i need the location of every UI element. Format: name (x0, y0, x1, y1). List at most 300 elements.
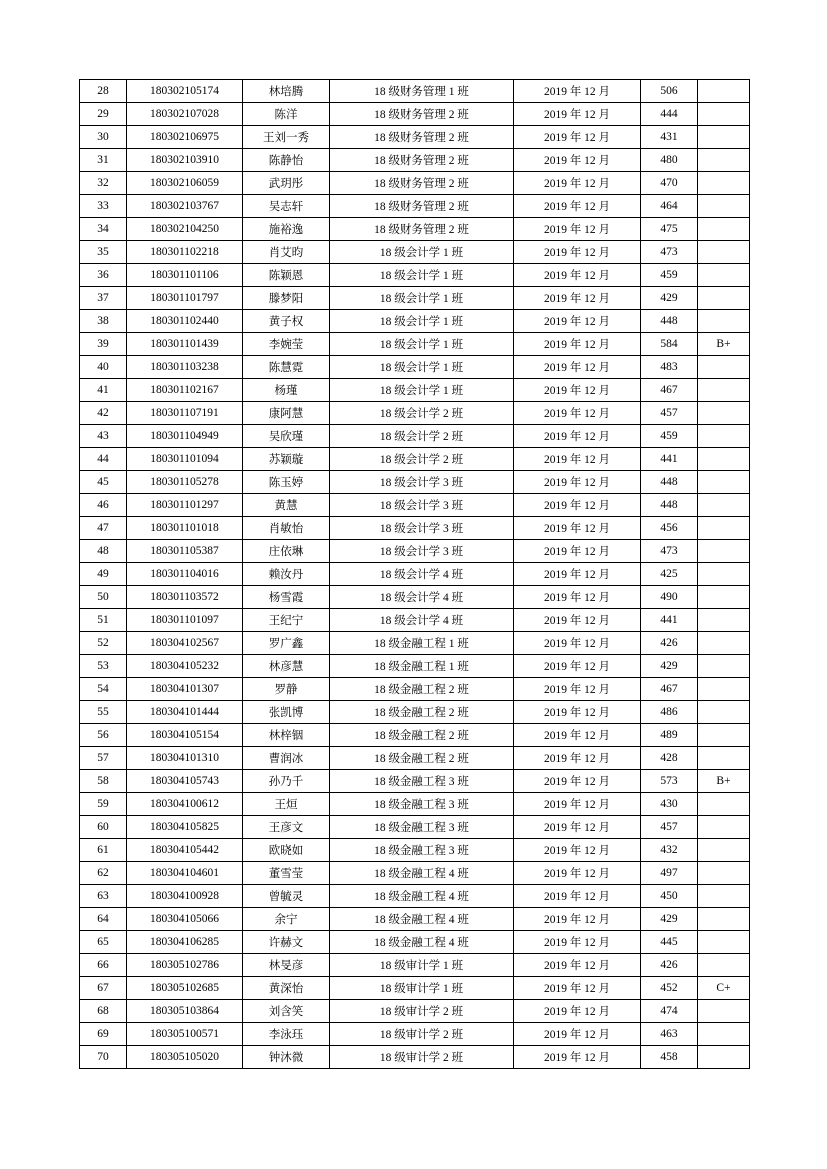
row-number-cell: 41 (80, 379, 127, 402)
grade-cell (698, 816, 750, 839)
score-cell: 573 (641, 770, 698, 793)
grade-cell (698, 218, 750, 241)
student-id-cell: 180304106285 (127, 931, 243, 954)
table-row (80, 885, 750, 908)
class-name-cell: 18 级会计学 2 班 (330, 425, 514, 448)
score-cell: 458 (641, 1046, 698, 1069)
student-name-cell: 杨瑾 (243, 379, 330, 402)
student-id-cell: 180301102167 (127, 379, 243, 402)
student-name-cell: 肖敏怡 (243, 517, 330, 540)
student-name-cell: 林旻彦 (243, 954, 330, 977)
class-name-cell: 18 级会计学 3 班 (330, 540, 514, 563)
student-id-cell: 180302105174 (127, 80, 243, 103)
table-row (80, 1000, 750, 1023)
student-name-cell: 董雪莹 (243, 862, 330, 885)
exam-date-cell: 2019 年 12 月 (514, 931, 641, 954)
table-row (80, 954, 750, 977)
class-name-cell: 18 级财务管理 2 班 (330, 103, 514, 126)
grade-cell (698, 264, 750, 287)
student-name-cell: 林培腾 (243, 80, 330, 103)
grade-cell (698, 609, 750, 632)
exam-date-cell: 2019 年 12 月 (514, 632, 641, 655)
exam-date-cell: 2019 年 12 月 (514, 793, 641, 816)
grade-cell (698, 563, 750, 586)
score-cell: 448 (641, 471, 698, 494)
student-id-cell: 180302104250 (127, 218, 243, 241)
student-name-cell: 罗广鑫 (243, 632, 330, 655)
student-name-cell: 钟沐微 (243, 1046, 330, 1069)
exam-date-cell: 2019 年 12 月 (514, 563, 641, 586)
student-id-cell: 180301101094 (127, 448, 243, 471)
student-name-cell: 陈玉婷 (243, 471, 330, 494)
score-cell: 444 (641, 103, 698, 126)
score-cell: 474 (641, 1000, 698, 1023)
table-row (80, 264, 750, 287)
student-id-cell: 180304100612 (127, 793, 243, 816)
student-id-cell: 180301101797 (127, 287, 243, 310)
table-row (80, 586, 750, 609)
student-id-cell: 180304105232 (127, 655, 243, 678)
grade-cell (698, 80, 750, 103)
score-cell: 475 (641, 218, 698, 241)
score-cell: 584 (641, 333, 698, 356)
grade-cell (698, 655, 750, 678)
row-number-cell: 57 (80, 747, 127, 770)
score-cell: 457 (641, 402, 698, 425)
grade-cell (698, 126, 750, 149)
class-name-cell: 18 级金融工程 2 班 (330, 724, 514, 747)
class-name-cell: 18 级会计学 1 班 (330, 264, 514, 287)
student-id-cell: 180305102685 (127, 977, 243, 1000)
row-number-cell: 54 (80, 678, 127, 701)
student-name-cell: 刘含笑 (243, 1000, 330, 1023)
class-name-cell: 18 级财务管理 2 班 (330, 218, 514, 241)
student-name-cell: 庄依琳 (243, 540, 330, 563)
class-name-cell: 18 级会计学 1 班 (330, 310, 514, 333)
score-cell: 470 (641, 172, 698, 195)
score-cell: 430 (641, 793, 698, 816)
student-name-cell: 孙乃千 (243, 770, 330, 793)
score-cell: 452 (641, 977, 698, 1000)
table-row (80, 195, 750, 218)
student-id-cell: 180301105387 (127, 540, 243, 563)
student-id-cell: 180304101310 (127, 747, 243, 770)
table-body (80, 80, 750, 1069)
row-number-cell: 44 (80, 448, 127, 471)
table-row (80, 287, 750, 310)
grade-cell (698, 862, 750, 885)
student-name-cell: 陈慧霓 (243, 356, 330, 379)
table-row (80, 471, 750, 494)
row-number-cell: 60 (80, 816, 127, 839)
row-number-cell: 33 (80, 195, 127, 218)
table-row (80, 1046, 750, 1069)
exam-date-cell: 2019 年 12 月 (514, 862, 641, 885)
grade-cell (698, 402, 750, 425)
student-name-cell: 王纪宁 (243, 609, 330, 632)
student-name-cell: 陈颖恩 (243, 264, 330, 287)
class-name-cell: 18 级会计学 3 班 (330, 494, 514, 517)
exam-date-cell: 2019 年 12 月 (514, 655, 641, 678)
class-name-cell: 18 级金融工程 1 班 (330, 655, 514, 678)
exam-date-cell: 2019 年 12 月 (514, 1023, 641, 1046)
score-cell: 489 (641, 724, 698, 747)
grade-cell: B+ (698, 333, 750, 356)
grade-cell (698, 448, 750, 471)
row-number-cell: 45 (80, 471, 127, 494)
class-name-cell: 18 级审计学 2 班 (330, 1046, 514, 1069)
class-name-cell: 18 级金融工程 4 班 (330, 931, 514, 954)
row-number-cell: 28 (80, 80, 127, 103)
exam-date-cell: 2019 年 12 月 (514, 1046, 641, 1069)
exam-date-cell: 2019 年 12 月 (514, 816, 641, 839)
exam-date-cell: 2019 年 12 月 (514, 172, 641, 195)
row-number-cell: 38 (80, 310, 127, 333)
table-row (80, 609, 750, 632)
student-id-cell: 180304105154 (127, 724, 243, 747)
score-cell: 506 (641, 80, 698, 103)
table-row (80, 103, 750, 126)
class-name-cell: 18 级金融工程 4 班 (330, 908, 514, 931)
score-cell: 497 (641, 862, 698, 885)
table-row (80, 402, 750, 425)
class-name-cell: 18 级金融工程 3 班 (330, 770, 514, 793)
exam-date-cell: 2019 年 12 月 (514, 241, 641, 264)
score-cell: 448 (641, 494, 698, 517)
row-number-cell: 39 (80, 333, 127, 356)
exam-date-cell: 2019 年 12 月 (514, 218, 641, 241)
student-id-cell: 180302103910 (127, 149, 243, 172)
exam-date-cell: 2019 年 12 月 (514, 448, 641, 471)
student-name-cell: 欧晓如 (243, 839, 330, 862)
table-row (80, 425, 750, 448)
score-cell: 459 (641, 425, 698, 448)
score-cell: 467 (641, 379, 698, 402)
table-row (80, 494, 750, 517)
student-id-cell: 180301103238 (127, 356, 243, 379)
exam-date-cell: 2019 年 12 月 (514, 195, 641, 218)
exam-date-cell: 2019 年 12 月 (514, 678, 641, 701)
row-number-cell: 40 (80, 356, 127, 379)
table-row (80, 678, 750, 701)
table-row (80, 149, 750, 172)
row-number-cell: 30 (80, 126, 127, 149)
score-cell: 467 (641, 678, 698, 701)
row-number-cell: 53 (80, 655, 127, 678)
class-name-cell: 18 级会计学 4 班 (330, 609, 514, 632)
grade-cell (698, 310, 750, 333)
row-number-cell: 70 (80, 1046, 127, 1069)
score-cell: 459 (641, 264, 698, 287)
row-number-cell: 35 (80, 241, 127, 264)
exam-date-cell: 2019 年 12 月 (514, 494, 641, 517)
row-number-cell: 61 (80, 839, 127, 862)
student-id-cell: 180304104601 (127, 862, 243, 885)
student-id-cell: 180301107191 (127, 402, 243, 425)
grade-cell (698, 1000, 750, 1023)
class-name-cell: 18 级会计学 4 班 (330, 586, 514, 609)
student-name-cell: 王刘一秀 (243, 126, 330, 149)
exam-date-cell: 2019 年 12 月 (514, 310, 641, 333)
score-table (79, 79, 750, 1069)
table-row (80, 80, 750, 103)
student-name-cell: 赖汝丹 (243, 563, 330, 586)
class-name-cell: 18 级金融工程 3 班 (330, 793, 514, 816)
row-number-cell: 52 (80, 632, 127, 655)
score-cell: 426 (641, 632, 698, 655)
class-name-cell: 18 级会计学 3 班 (330, 517, 514, 540)
class-name-cell: 18 级财务管理 2 班 (330, 149, 514, 172)
exam-date-cell: 2019 年 12 月 (514, 586, 641, 609)
exam-date-cell: 2019 年 12 月 (514, 701, 641, 724)
exam-date-cell: 2019 年 12 月 (514, 954, 641, 977)
table-row (80, 747, 750, 770)
row-number-cell: 65 (80, 931, 127, 954)
grade-cell (698, 540, 750, 563)
table-row (80, 655, 750, 678)
grade-cell (698, 425, 750, 448)
grade-cell (698, 931, 750, 954)
table-row (80, 356, 750, 379)
student-id-cell: 180301101297 (127, 494, 243, 517)
grade-cell (698, 632, 750, 655)
student-id-cell: 180305105020 (127, 1046, 243, 1069)
student-id-cell: 180304105066 (127, 908, 243, 931)
class-name-cell: 18 级金融工程 1 班 (330, 632, 514, 655)
class-name-cell: 18 级财务管理 1 班 (330, 80, 514, 103)
class-name-cell: 18 级会计学 4 班 (330, 563, 514, 586)
row-number-cell: 58 (80, 770, 127, 793)
row-number-cell: 56 (80, 724, 127, 747)
row-number-cell: 63 (80, 885, 127, 908)
row-number-cell: 43 (80, 425, 127, 448)
exam-date-cell: 2019 年 12 月 (514, 126, 641, 149)
row-number-cell: 42 (80, 402, 127, 425)
exam-date-cell: 2019 年 12 月 (514, 770, 641, 793)
class-name-cell: 18 级会计学 1 班 (330, 356, 514, 379)
exam-date-cell: 2019 年 12 月 (514, 333, 641, 356)
table-row (80, 517, 750, 540)
class-name-cell: 18 级会计学 1 班 (330, 241, 514, 264)
student-name-cell: 王烜 (243, 793, 330, 816)
score-cell: 450 (641, 885, 698, 908)
student-id-cell: 180304101444 (127, 701, 243, 724)
student-id-cell: 180301104949 (127, 425, 243, 448)
grade-cell (698, 149, 750, 172)
score-cell: 463 (641, 1023, 698, 1046)
grade-cell (698, 517, 750, 540)
exam-date-cell: 2019 年 12 月 (514, 517, 641, 540)
exam-date-cell: 2019 年 12 月 (514, 80, 641, 103)
student-name-cell: 陈洋 (243, 103, 330, 126)
table-row (80, 540, 750, 563)
table-row (80, 563, 750, 586)
student-name-cell: 吴欣瑾 (243, 425, 330, 448)
student-name-cell: 黄慧 (243, 494, 330, 517)
grade-cell (698, 793, 750, 816)
class-name-cell: 18 级财务管理 2 班 (330, 195, 514, 218)
grade-cell (698, 885, 750, 908)
class-name-cell: 18 级会计学 2 班 (330, 402, 514, 425)
row-number-cell: 62 (80, 862, 127, 885)
row-number-cell: 32 (80, 172, 127, 195)
table-row (80, 770, 750, 793)
exam-date-cell: 2019 年 12 月 (514, 839, 641, 862)
table-row (80, 701, 750, 724)
table-row (80, 839, 750, 862)
class-name-cell: 18 级金融工程 3 班 (330, 839, 514, 862)
score-cell: 473 (641, 540, 698, 563)
student-name-cell: 曾毓灵 (243, 885, 330, 908)
exam-date-cell: 2019 年 12 月 (514, 149, 641, 172)
exam-date-cell: 2019 年 12 月 (514, 747, 641, 770)
table-row (80, 310, 750, 333)
grade-cell (698, 678, 750, 701)
score-cell: 428 (641, 747, 698, 770)
student-name-cell: 肖艾昀 (243, 241, 330, 264)
score-cell: 457 (641, 816, 698, 839)
table-row (80, 908, 750, 931)
row-number-cell: 34 (80, 218, 127, 241)
exam-date-cell: 2019 年 12 月 (514, 379, 641, 402)
row-number-cell: 47 (80, 517, 127, 540)
score-cell: 429 (641, 655, 698, 678)
student-name-cell: 陈静怡 (243, 149, 330, 172)
score-cell: 432 (641, 839, 698, 862)
grade-cell (698, 1023, 750, 1046)
grade-cell (698, 839, 750, 862)
exam-date-cell: 2019 年 12 月 (514, 1000, 641, 1023)
table-row (80, 793, 750, 816)
student-id-cell: 180302107028 (127, 103, 243, 126)
student-id-cell: 180304105825 (127, 816, 243, 839)
exam-date-cell: 2019 年 12 月 (514, 908, 641, 931)
grade-cell (698, 103, 750, 126)
score-cell: 445 (641, 931, 698, 954)
student-name-cell: 李泳珏 (243, 1023, 330, 1046)
score-cell: 429 (641, 287, 698, 310)
exam-date-cell: 2019 年 12 月 (514, 425, 641, 448)
row-number-cell: 69 (80, 1023, 127, 1046)
row-number-cell: 67 (80, 977, 127, 1000)
grade-cell (698, 586, 750, 609)
score-cell: 473 (641, 241, 698, 264)
student-name-cell: 李婉莹 (243, 333, 330, 356)
grade-cell (698, 747, 750, 770)
exam-date-cell: 2019 年 12 月 (514, 609, 641, 632)
row-number-cell: 29 (80, 103, 127, 126)
student-id-cell: 180301102440 (127, 310, 243, 333)
student-id-cell: 180305102786 (127, 954, 243, 977)
grade-cell (698, 287, 750, 310)
table-row (80, 632, 750, 655)
row-number-cell: 64 (80, 908, 127, 931)
score-cell: 464 (641, 195, 698, 218)
class-name-cell: 18 级财务管理 2 班 (330, 172, 514, 195)
class-name-cell: 18 级金融工程 2 班 (330, 701, 514, 724)
student-id-cell: 180301105278 (127, 471, 243, 494)
table-row (80, 931, 750, 954)
grade-cell (698, 356, 750, 379)
row-number-cell: 48 (80, 540, 127, 563)
grade-cell (698, 241, 750, 264)
score-cell: 441 (641, 448, 698, 471)
exam-date-cell: 2019 年 12 月 (514, 977, 641, 1000)
student-id-cell: 180304105442 (127, 839, 243, 862)
row-number-cell: 66 (80, 954, 127, 977)
table-row (80, 126, 750, 149)
table-row (80, 724, 750, 747)
student-name-cell: 杨雪霞 (243, 586, 330, 609)
score-cell: 431 (641, 126, 698, 149)
exam-date-cell: 2019 年 12 月 (514, 103, 641, 126)
class-name-cell: 18 级审计学 1 班 (330, 977, 514, 1000)
student-name-cell: 苏颖璇 (243, 448, 330, 471)
student-id-cell: 180301104016 (127, 563, 243, 586)
class-name-cell: 18 级会计学 1 班 (330, 287, 514, 310)
student-name-cell: 黄深怡 (243, 977, 330, 1000)
student-name-cell: 曹润冰 (243, 747, 330, 770)
student-id-cell: 180301103572 (127, 586, 243, 609)
student-name-cell: 张凯博 (243, 701, 330, 724)
grade-cell (698, 701, 750, 724)
exam-date-cell: 2019 年 12 月 (514, 264, 641, 287)
student-id-cell: 180302106059 (127, 172, 243, 195)
row-number-cell: 50 (80, 586, 127, 609)
student-name-cell: 罗静 (243, 678, 330, 701)
score-cell: 486 (641, 701, 698, 724)
table-row (80, 977, 750, 1000)
exam-date-cell: 2019 年 12 月 (514, 287, 641, 310)
student-name-cell: 王彦文 (243, 816, 330, 839)
grade-cell (698, 494, 750, 517)
student-name-cell: 武玥彤 (243, 172, 330, 195)
class-name-cell: 18 级金融工程 4 班 (330, 885, 514, 908)
student-id-cell: 180301101106 (127, 264, 243, 287)
table-row (80, 379, 750, 402)
row-number-cell: 51 (80, 609, 127, 632)
student-id-cell: 180302103767 (127, 195, 243, 218)
score-cell: 425 (641, 563, 698, 586)
student-name-cell: 吴志轩 (243, 195, 330, 218)
row-number-cell: 49 (80, 563, 127, 586)
class-name-cell: 18 级会计学 1 班 (330, 379, 514, 402)
score-cell: 483 (641, 356, 698, 379)
student-name-cell: 康阿慧 (243, 402, 330, 425)
grade-cell (698, 954, 750, 977)
class-name-cell: 18 级财务管理 2 班 (330, 126, 514, 149)
student-id-cell: 180305103864 (127, 1000, 243, 1023)
student-id-cell: 180302106975 (127, 126, 243, 149)
student-id-cell: 180304102567 (127, 632, 243, 655)
score-cell: 429 (641, 908, 698, 931)
score-cell: 490 (641, 586, 698, 609)
grade-cell (698, 908, 750, 931)
row-number-cell: 59 (80, 793, 127, 816)
table-row (80, 333, 750, 356)
score-cell: 448 (641, 310, 698, 333)
row-number-cell: 46 (80, 494, 127, 517)
grade-cell (698, 471, 750, 494)
exam-date-cell: 2019 年 12 月 (514, 540, 641, 563)
row-number-cell: 37 (80, 287, 127, 310)
class-name-cell: 18 级会计学 2 班 (330, 448, 514, 471)
table-row (80, 816, 750, 839)
student-name-cell: 余宁 (243, 908, 330, 931)
score-cell: 480 (641, 149, 698, 172)
row-number-cell: 55 (80, 701, 127, 724)
grade-cell: B+ (698, 770, 750, 793)
